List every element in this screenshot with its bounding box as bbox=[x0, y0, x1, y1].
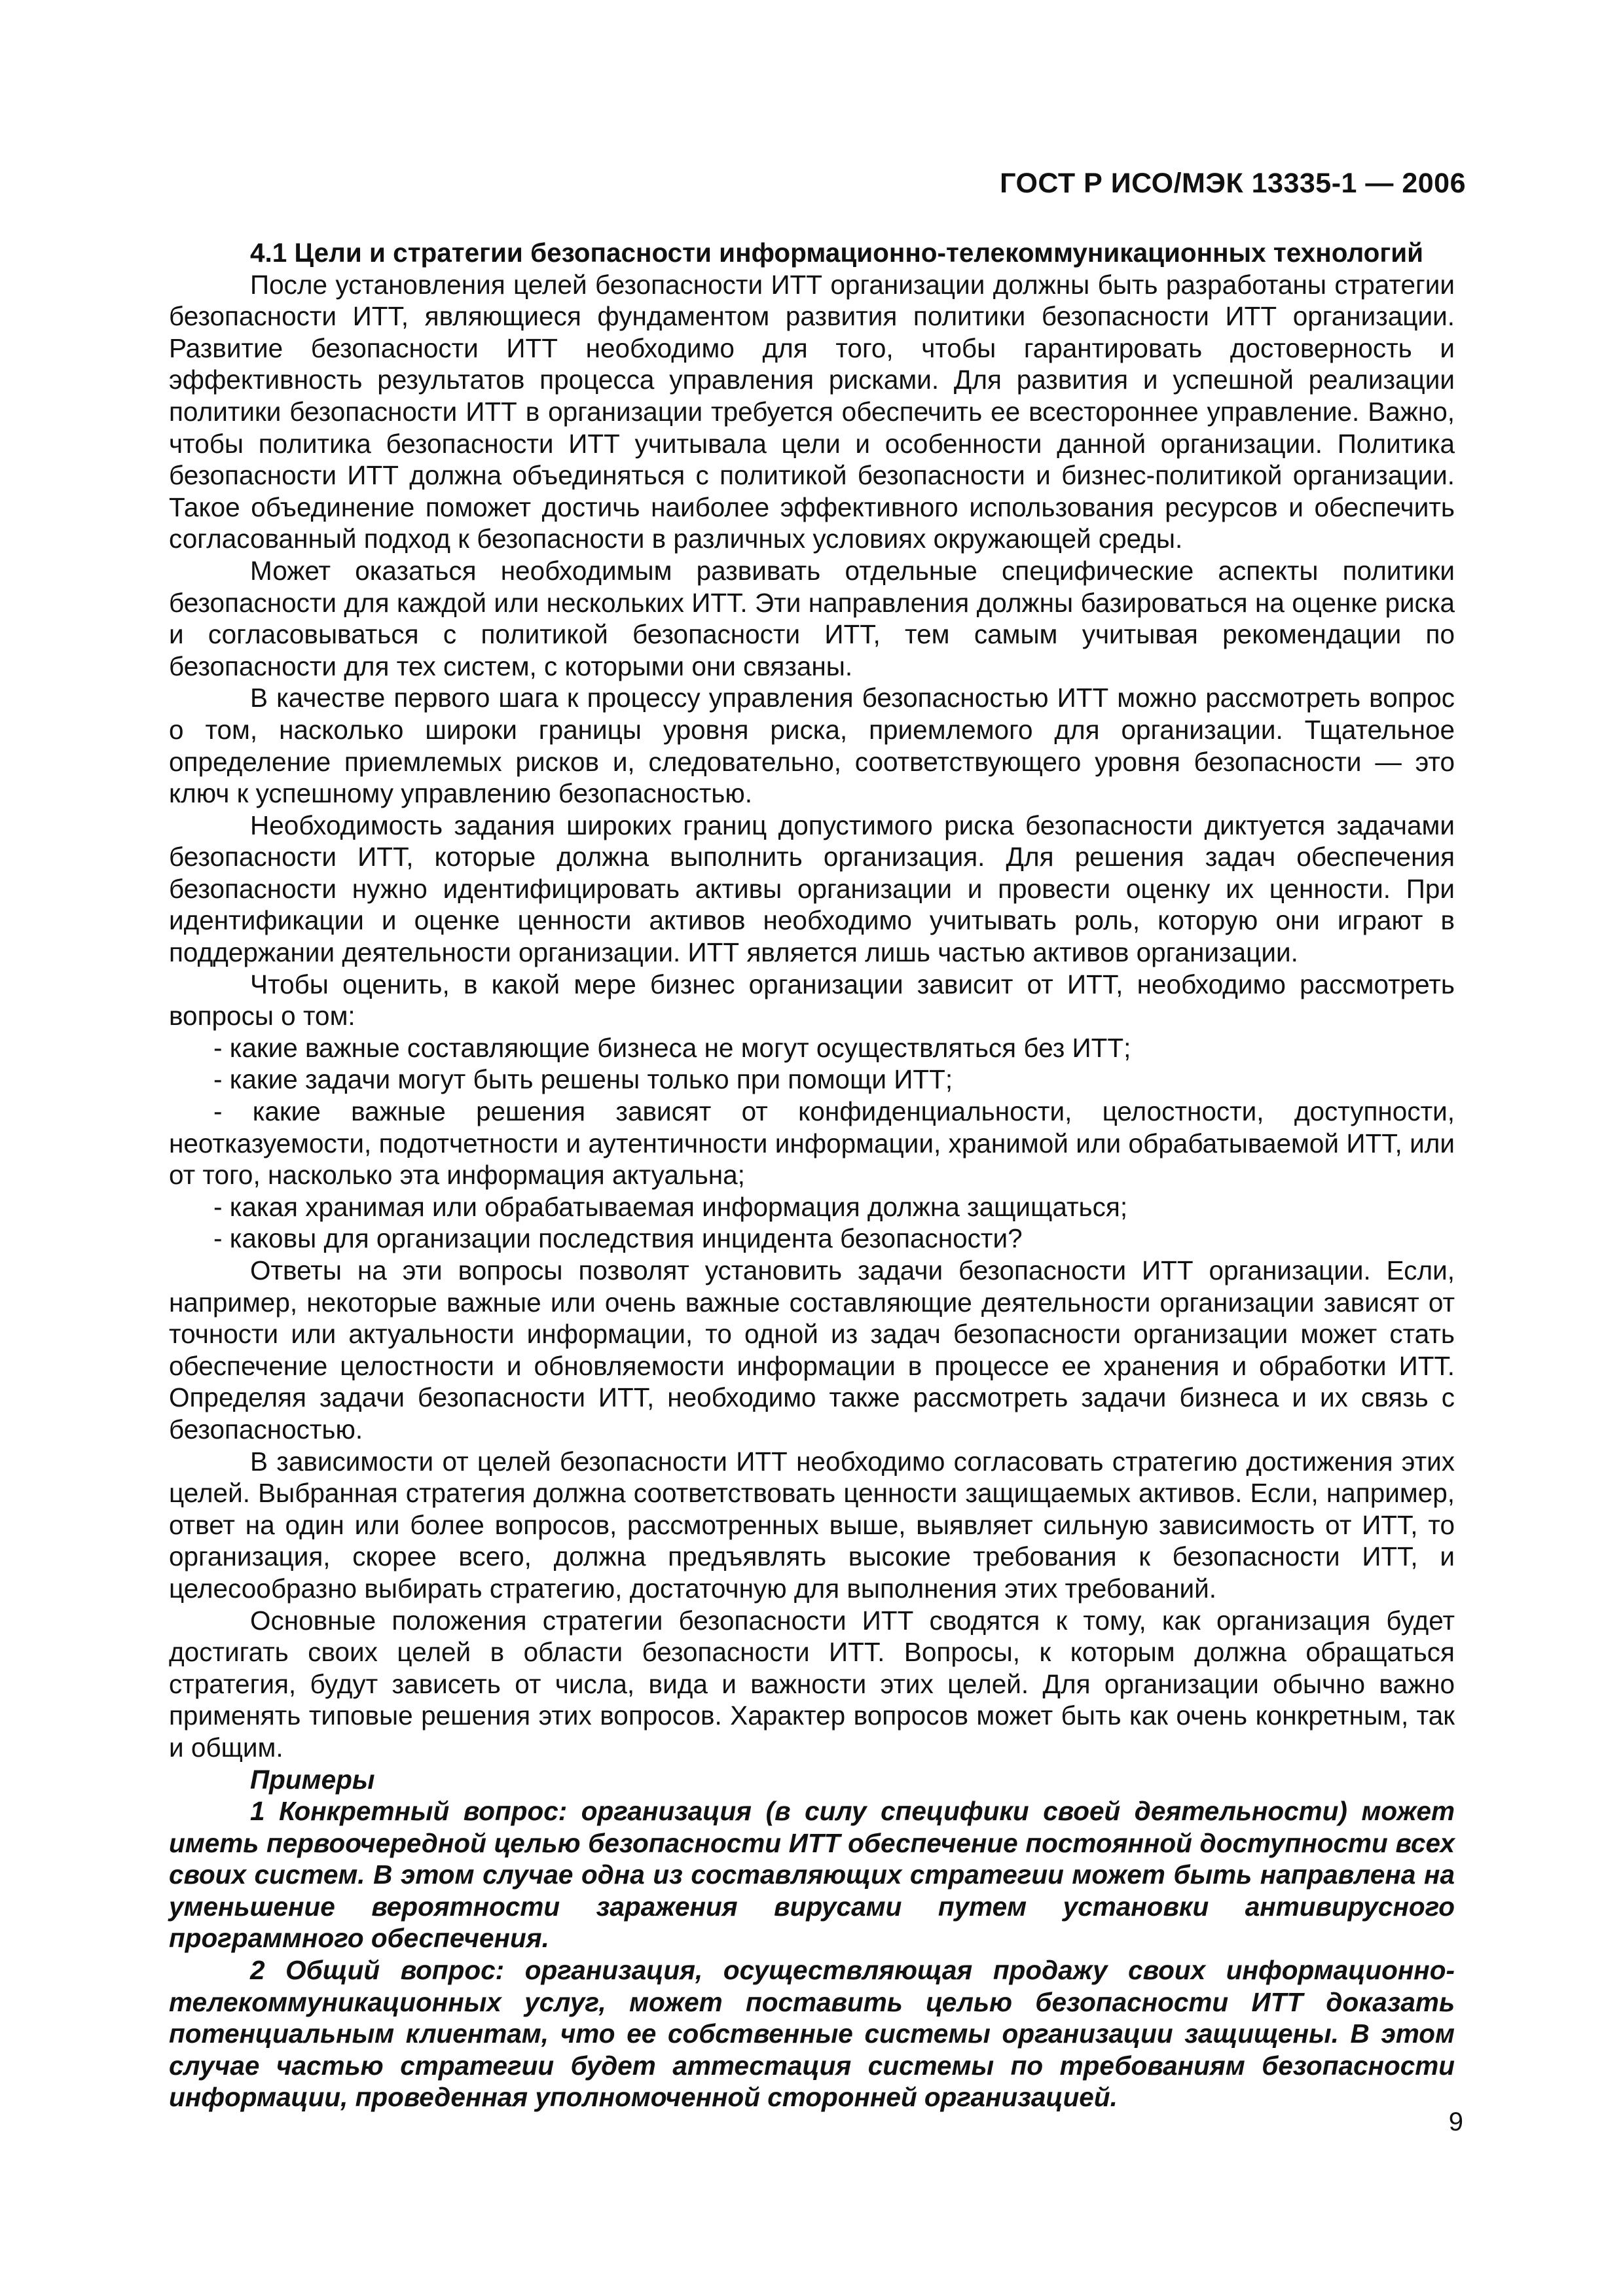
question-item: - какие важные решения зависят от конфиденциальности, целостности, доступности, неотказуемости, подотчетности и аутентичности информации, хранимой или обрабатываемой ИТТ, или от того, насколько эта информация актуальна; bbox=[169, 1096, 1455, 1191]
paragraph: Необходимость задания широких границ допустимого риска безопасности диктуется задачами безопасности ИТТ, которые должна выполнить организация. Для решения задач обеспечения безопасности нужно идентифицировать активы организации и провести оценку их ценности. При идентификации и оценке ценности активов необходимо учитывать роль, которую они играют в поддержании деятельности организации. ИТТ является лишь частью активов организации. bbox=[169, 810, 1455, 968]
examples-title: Примеры bbox=[250, 1764, 375, 1795]
paragraph: Ответы на эти вопросы позволят установить задачи безопасности ИТТ организации. Если, например, некоторые важные или очень важные составляющие деятельности организации зависят от точности или актуальности информации, то одной из задач безопасности организации может стать обеспечение целостности и обновляемости информации в процессе ее хранения и обработки ИТТ. Определяя задачи безопасности ИТТ, необходимо также рассмотреть задачи бизнеса и их связь с безопасностью. bbox=[169, 1255, 1455, 1444]
question-item: - какие важные составляющие бизнеса не могут осуществляться без ИТТ; bbox=[213, 1032, 1131, 1063]
page-content bbox=[169, 237, 1455, 2113]
question-item: - какие задачи могут быть решены только при помощи ИТТ; bbox=[213, 1064, 953, 1095]
paragraph: Основные положения стратегии безопасности ИТТ сводятся к тому, как организация будет достигать своих целей в области безопасности ИТТ. Вопросы, к которым должна обращаться стратегия, будут зависеть от числа, вида и важности этих целей. Для организации обычно важно применять типовые решения этих вопросов. Характер вопросов может быть как очень конкретным, так и общим. bbox=[169, 1605, 1455, 1763]
question-item: - каковы для организации последствия инцидента безопасности? bbox=[213, 1223, 1023, 1254]
paragraph: В качестве первого шага к процессу управления безопасностью ИТТ можно рассмотреть вопрос о том, насколько широки границы уровня риска, приемлемого для организации. Тщательное определение приемлемых рисков и, следовательно, соответствующего уровня безопасности — это ключ к успешному управлению безопасностью. bbox=[169, 683, 1455, 809]
paragraph: После установления целей безопасности ИТТ организации должны быть разработаны стратегии безопасности ИТТ, являющиеся фундаментом развития политики безопасности ИТТ организации. Развитие безопасности ИТТ необходимо для того, чтобы гарантировать достоверность и эффективность результатов процесса управления рисками. Для развития и успешной реализации политики безопасности ИТТ в организации требуется обеспечить ее всестороннее управление. Важно, чтобы политика безопасности ИТТ учитывала цели и особенности данной организации. Политика безопасности ИТТ должна объединяться с политикой безопасности и бизнес-политикой организации. Такое объединение поможет достичь наиболее эффективного использования ресурсов и обеспечить согласованный подход к безопасности в различных условиях окружающей среды. bbox=[169, 269, 1455, 554]
example-item: 2 Общий вопрос: организация, осуществляющая продажу своих информационно-телекоммуникационных услуг, может поставить целью безопасности ИТТ доказать потенциальным клиентам, что ее собственные системы организации защищены. В этом случае частью стратегии будет аттестация системы по требованиям безопасности информации, проведенная уполномоченной сторонней организацией. bbox=[169, 1955, 1455, 2113]
question-item: - какая хранимая или обрабатываемая информация должна защищаться; bbox=[213, 1191, 1128, 1222]
document-header: ГОСТ Р ИСО/МЭК 13335-1 — 2006 bbox=[1000, 168, 1466, 199]
example-item: 1 Конкретный вопрос: организация (в силу специфики своей деятельности) может иметь первоочередной целью безопасности ИТТ обеспечение постоянной доступности всех своих систем. В этом случае одна из составляющих стратегии может быть направлена на уменьшение вероятности заражения вирусами путем установки антивирусного программного обеспечения. bbox=[169, 1796, 1455, 1954]
section-heading: 4.1 Цели и стратегии безопасности информационно-телекоммуникационных технологий bbox=[250, 238, 1424, 268]
paragraph: Может оказаться необходимым развивать отдельные специфические аспекты политики безопасности для каждой или нескольких ИТТ. Эти направления должны базироваться на оценке риска и согласовываться с политикой безопасности ИТТ, тем самым учитывая рекомендации по безопасности для тех систем, с которыми они связаны. bbox=[169, 555, 1455, 681]
paragraph: В зависимости от целей безопасности ИТТ необходимо согласовать стратегию достижения этих целей. Выбранная стратегия должна соответствовать ценности защищаемых активов. Если, например, ответ на один или более вопросов, рассмотренных выше, выявляет сильную зависимость от ИТТ, то организация, скорее всего, должна предъявлять высокие требования к безопасности ИТТ, и целесообразно выбирать стратегию, достаточную для выполнения этих требований. bbox=[169, 1446, 1455, 1604]
paragraph: Чтобы оценить, в какой мере бизнес организации зависит от ИТТ, необходимо рассмотреть вопросы о том: bbox=[169, 969, 1455, 1031]
page-number: 9 bbox=[1448, 2108, 1463, 2136]
